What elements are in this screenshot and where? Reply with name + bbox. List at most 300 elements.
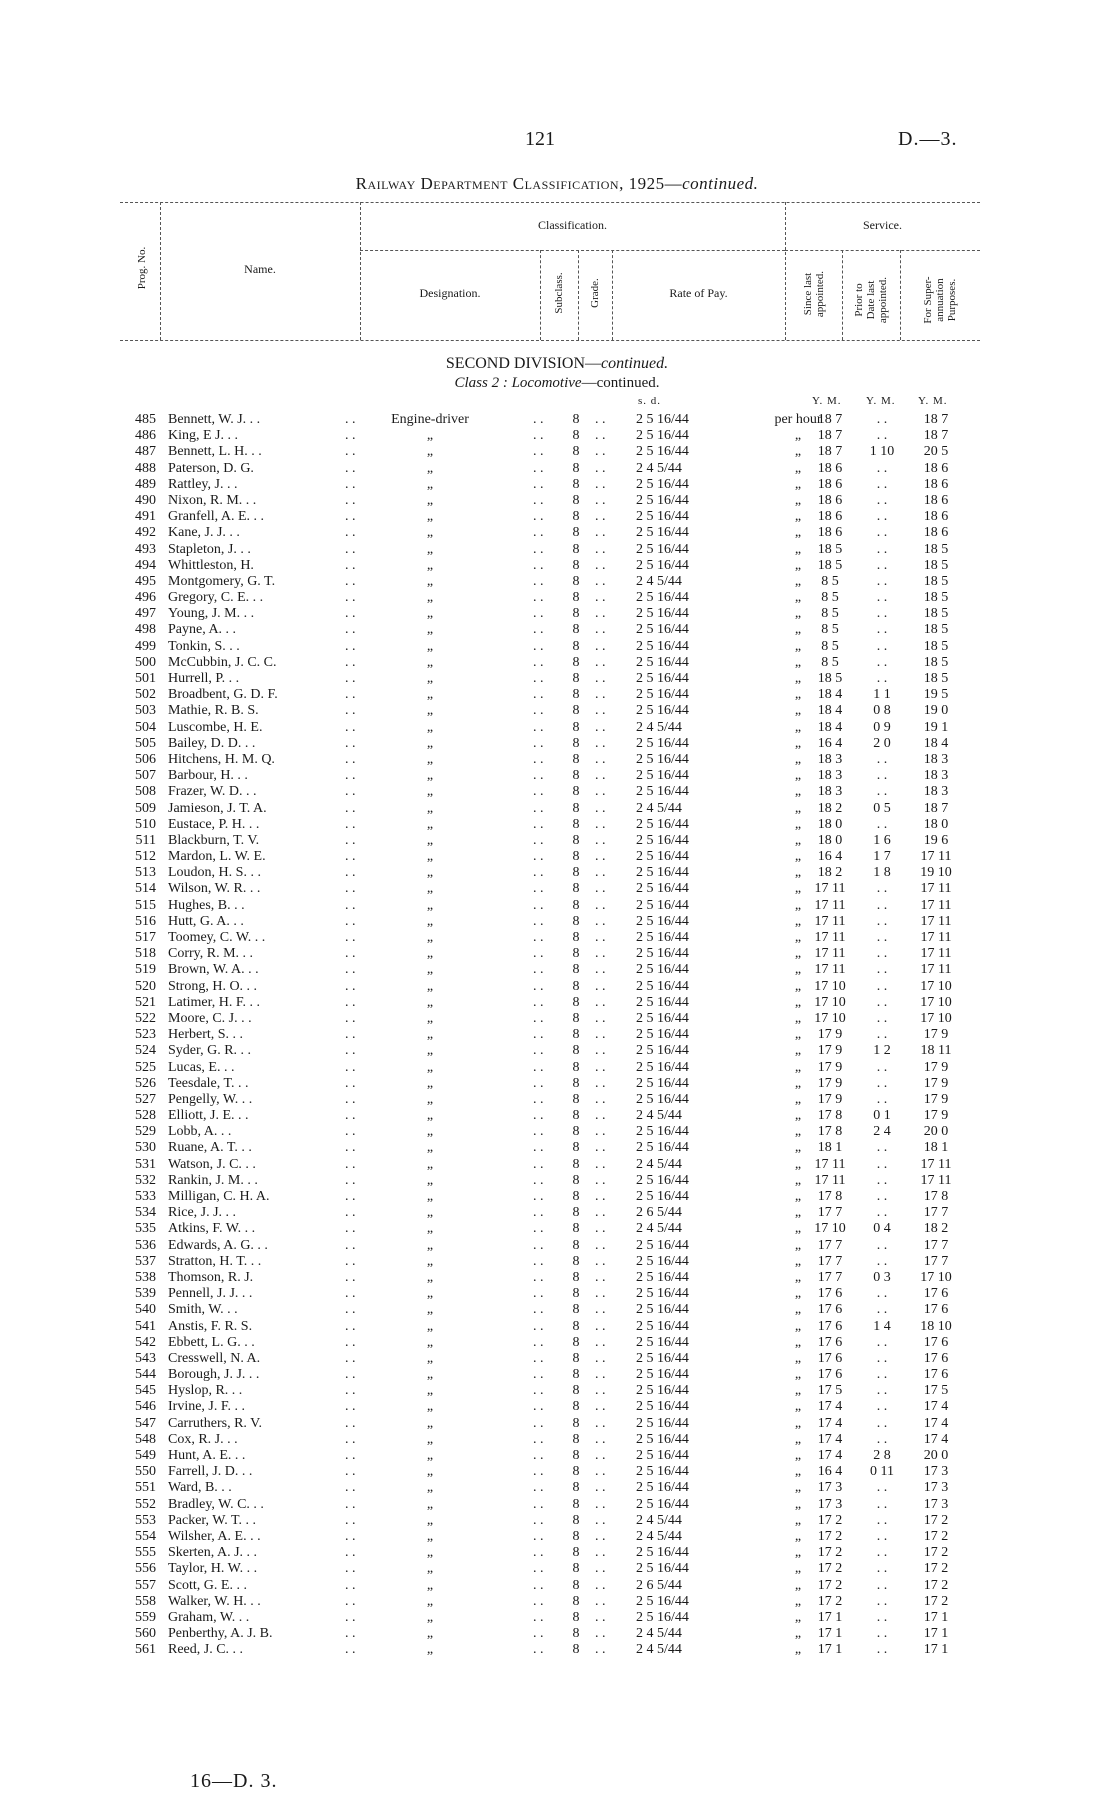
row-name: Smith, W. . . [168,1302,238,1318]
row-designation: „ [426,719,434,735]
row-superannuation: 17 6 [923,1286,949,1302]
row-prior-to-date: . . [876,1528,888,1544]
table-row [0,461,1114,477]
row-since-last: 17 11 [814,897,846,913]
row-filler: . . [345,1140,356,1156]
table-row [0,1432,1114,1448]
row-name: Frazer, W. D. . . [168,784,257,800]
row-superannuation: 17 11 [920,1172,952,1188]
row-subclass: 8 [572,962,580,978]
row-designation: „ [426,1561,434,1577]
row-filler: . . [533,1383,544,1399]
section-title [0,355,1114,373]
row-since-last: 17 8 [817,1124,843,1140]
row-filler: . . [533,1512,544,1528]
row-filler: . . [345,525,356,541]
row-subclass: 8 [572,703,580,719]
row-filler: . . [595,800,606,816]
row-subclass: 8 [572,412,580,427]
row-since-last: 18 5 [817,557,843,573]
row-name: Cresswell, N. A. [168,1350,261,1366]
row-rate-of-pay: 2 5 16/44 [636,1237,689,1253]
since-last-header: Since last appointed. [802,270,826,318]
row-rate-of-pay: 2 4 5/44 [636,719,682,735]
row-rate-of-pay: 2 5 16/44 [636,1609,689,1625]
row-prog-no: 536 [135,1237,156,1253]
row-designation: „ [426,1253,434,1269]
row-prog-no: 533 [135,1189,156,1204]
row-prior-to-date: . . [876,1496,888,1512]
row-subclass: 8 [572,784,580,800]
row-superannuation: 17 4 [923,1399,949,1415]
table-row [0,558,1114,574]
row-filler: . . [533,1253,544,1269]
row-superannuation: 20 0 [923,1448,949,1463]
row-since-last: 17 2 [817,1593,843,1609]
row-prog-no: 535 [135,1221,156,1237]
table-row [0,1399,1114,1415]
classification-header: Classification. [538,218,607,232]
row-filler: . . [595,509,606,525]
row-rate-of-pay: 2 5 16/44 [636,1367,689,1383]
row-designation: „ [426,1302,434,1318]
row-rate-unit: „ [794,1140,802,1156]
row-filler: . . [345,460,356,476]
row-since-last: 8 5 [821,638,839,654]
row-filler: . . [533,1464,544,1480]
row-filler: . . [345,1399,356,1415]
row-since-last: 17 7 [817,1237,843,1253]
row-filler: . . [345,1464,356,1480]
row-filler: . . [345,1496,356,1512]
row-designation: „ [426,832,434,848]
row-rate-of-pay: 2 5 16/44 [636,590,689,606]
row-prog-no: 485 [135,412,156,427]
row-filler: . . [533,1577,544,1593]
row-name: Wilson, W. R. . . [168,881,261,897]
row-filler: . . [345,1383,356,1399]
row-rate-of-pay: 2 5 16/44 [636,1043,689,1059]
row-prog-no: 510 [135,816,156,832]
row-name: Carruthers, R. V. [168,1415,262,1431]
row-filler: . . [345,428,356,444]
row-prior-to-date: . . [876,1140,888,1156]
row-superannuation: 18 6 [923,492,949,508]
row-superannuation: 18 0 [923,816,949,832]
row-superannuation: 17 4 [923,1415,949,1431]
row-prog-no: 519 [135,962,156,978]
row-filler: . . [533,849,544,865]
row-subclass: 8 [572,1027,580,1043]
row-rate-unit: „ [794,1027,802,1043]
row-prior-to-date: . . [876,1075,888,1091]
row-rate-unit: „ [794,1545,802,1561]
row-name: Jamieson, J. T. A. [168,800,267,816]
row-prog-no: 557 [135,1577,156,1593]
row-filler: . . [533,816,544,832]
row-since-last: 18 6 [817,525,843,541]
row-since-last: 17 2 [817,1528,843,1544]
row-superannuation: 17 2 [923,1593,949,1609]
row-superannuation: 17 10 [920,978,952,994]
row-rate-of-pay: 2 5 16/44 [636,1334,689,1350]
table-row [0,898,1114,914]
title-main: Railway Department Classification, 1925— [355,174,683,193]
row-superannuation: 18 6 [923,525,949,541]
row-rate-of-pay: 2 5 16/44 [636,1286,689,1302]
row-filler: . . [595,1108,606,1124]
row-filler: . . [345,671,356,686]
row-designation: „ [426,638,434,654]
row-filler: . . [533,654,544,670]
section-title-continued: continued. [601,355,669,372]
table-row [0,1238,1114,1254]
row-name: Irvine, J. F. . . [168,1399,246,1415]
row-subclass: 8 [572,428,580,444]
row-superannuation: 17 11 [920,946,952,962]
row-rate-unit: „ [794,1172,802,1188]
row-filler: . . [533,1399,544,1415]
row-superannuation: 17 4 [923,1431,949,1447]
row-rate-unit: „ [794,622,802,638]
row-filler: . . [533,509,544,525]
row-filler: . . [533,1496,544,1512]
row-filler: . . [345,1318,356,1334]
row-since-last: 17 11 [814,930,846,945]
row-designation: „ [426,1383,434,1399]
row-name: Latimer, H. F. . . [168,994,261,1010]
row-prog-no: 534 [135,1205,156,1221]
row-superannuation: 20 5 [923,444,949,460]
table-row [0,639,1114,655]
row-name: Rice, J. J. . . [168,1205,237,1221]
row-prior-to-date: . . [876,1059,888,1075]
row-prog-no: 541 [135,1318,156,1334]
row-rate-of-pay: 2 5 16/44 [636,751,689,767]
row-filler: . . [533,1334,544,1350]
row-superannuation: 17 11 [920,913,952,929]
row-filler: . . [533,1561,544,1577]
row-name: Pengelly, W. . . [168,1091,253,1107]
row-filler: . . [533,735,544,751]
row-since-last: 17 3 [817,1496,843,1512]
row-superannuation: 17 2 [923,1512,949,1528]
row-rate-of-pay: 2 5 16/44 [636,1350,689,1366]
row-filler: . . [345,1108,356,1124]
row-filler: . . [345,1609,356,1625]
row-superannuation: 17 1 [923,1642,949,1658]
row-prog-no: 523 [135,1027,156,1043]
row-since-last: 17 11 [814,1172,846,1188]
row-subclass: 8 [572,930,580,945]
row-since-last: 17 8 [817,1189,843,1204]
row-filler: . . [595,703,606,719]
row-designation: „ [426,849,434,865]
table-row [0,801,1114,817]
row-designation: „ [426,1124,434,1140]
row-filler: . . [595,1302,606,1318]
row-designation: „ [426,1269,434,1285]
row-prog-no: 560 [135,1626,156,1642]
row-filler: . . [595,557,606,573]
row-superannuation: 17 6 [923,1302,949,1318]
row-prog-no: 540 [135,1302,156,1318]
row-filler: . . [595,1545,606,1561]
row-prior-to-date: . . [876,1642,888,1658]
row-rate-unit: „ [794,897,802,913]
row-rate-of-pay: 2 5 16/44 [636,1302,689,1318]
row-subclass: 8 [572,816,580,832]
row-filler: . . [533,1448,544,1463]
row-prior-to-date: . . [876,1350,888,1366]
row-superannuation: 17 7 [923,1253,949,1269]
row-since-last: 18 0 [817,832,843,848]
row-filler: . . [533,800,544,816]
row-filler: . . [345,1415,356,1431]
row-rate-unit: „ [794,1205,802,1221]
row-since-last: 17 10 [814,994,846,1010]
row-rate-of-pay: 2 4 5/44 [636,460,682,476]
row-subclass: 8 [572,1010,580,1026]
row-subclass: 8 [572,800,580,816]
row-designation: „ [426,784,434,800]
row-superannuation: 18 5 [923,541,949,557]
row-rate-unit: „ [794,913,802,929]
row-filler: . . [533,1059,544,1075]
row-name: Anstis, F. R. S. [168,1318,253,1334]
row-rate-of-pay: 2 4 5/44 [636,1156,682,1172]
row-prog-no: 493 [135,541,156,557]
prog-no-header: Prog. No. [136,246,148,290]
row-prog-no: 494 [135,557,156,573]
row-subclass: 8 [572,1367,580,1383]
row-rate-unit: „ [794,1464,802,1480]
row-since-last: 17 9 [817,1075,843,1091]
row-filler: . . [345,687,356,703]
row-subclass: 8 [572,1464,580,1480]
row-subclass: 8 [572,1318,580,1334]
table-row [0,1335,1114,1351]
row-rate-unit: „ [794,1512,802,1528]
row-since-last: 17 7 [817,1253,843,1269]
table-row [0,1578,1114,1594]
row-rate-of-pay: 2 4 5/44 [636,1221,682,1237]
row-rate-unit: „ [794,751,802,767]
table-row [0,1351,1114,1367]
row-since-last: 17 7 [817,1269,843,1285]
row-rate-unit: „ [794,1626,802,1642]
row-name: Bailey, D. D. . . [168,735,256,751]
row-designation: „ [426,606,434,622]
row-designation: „ [426,946,434,962]
row-filler: . . [533,1642,544,1658]
document-reference: D.—3. [898,128,958,150]
row-rate-of-pay: 2 5 16/44 [636,444,689,460]
row-name: Paterson, D. G. [168,460,254,476]
row-superannuation: 18 3 [923,768,949,784]
row-rate-unit: „ [794,1286,802,1302]
row-filler: . . [595,1350,606,1366]
row-filler: . . [595,978,606,994]
row-designation: „ [426,460,434,476]
row-since-last: 17 11 [814,881,846,897]
row-rate-unit: „ [794,1415,802,1431]
row-subclass: 8 [572,622,580,638]
row-subclass: 8 [572,1545,580,1561]
row-designation: „ [426,1528,434,1544]
row-name: Moore, C. J. . . [168,1010,252,1026]
row-filler: . . [595,1609,606,1625]
row-rate-unit: „ [794,1124,802,1140]
row-subclass: 8 [572,1415,580,1431]
row-prog-no: 502 [135,687,156,703]
section-title-main: SECOND DIVISION— [445,355,601,372]
row-designation: „ [426,1027,434,1043]
row-rate-unit: „ [794,444,802,460]
row-filler: . . [345,1237,356,1253]
row-rate-of-pay: 2 5 16/44 [636,849,689,865]
row-subclass: 8 [572,1043,580,1059]
row-filler: . . [595,719,606,735]
row-designation: „ [426,1010,434,1026]
class-name: Locomotive [511,375,582,391]
row-filler: . . [345,557,356,573]
row-since-last: 17 9 [817,1043,843,1059]
row-filler: . . [345,492,356,508]
row-designation: „ [426,816,434,832]
row-filler: . . [533,622,544,638]
row-superannuation: 18 11 [920,1043,952,1059]
row-filler: . . [345,1561,356,1577]
row-filler: . . [595,1075,606,1091]
row-name: Taylor, H. W. . . [168,1561,258,1577]
row-filler: . . [345,816,356,832]
row-since-last: 18 1 [817,1140,843,1156]
row-rate-of-pay: 2 5 16/44 [636,1415,689,1431]
row-name: Kane, J. J. . . [168,525,240,541]
row-prog-no: 498 [135,622,156,638]
row-rate-unit: „ [794,1593,802,1609]
row-filler: . . [533,703,544,719]
row-subclass: 8 [572,1124,580,1140]
row-rate-unit: „ [794,509,802,525]
row-name: Cox, R. J. . . [168,1431,238,1447]
row-since-last: 16 4 [817,849,843,865]
units-ym-prior: Y. M. [866,395,896,407]
row-name: Ward, B. . . [168,1480,232,1496]
row-prog-no: 525 [135,1059,156,1075]
row-designation: „ [426,1075,434,1091]
superannuation-header: For Super- annuation Purposes. [922,276,958,324]
row-filler: . . [595,525,606,541]
row-name: Lobb, A. . . [168,1124,232,1140]
row-rate-of-pay: 2 5 16/44 [636,606,689,622]
row-rate-unit: „ [794,978,802,994]
row-prog-no: 556 [135,1561,156,1577]
row-rate-unit: „ [794,849,802,865]
row-designation: „ [426,1577,434,1593]
row-filler: . . [595,1334,606,1350]
row-filler: . . [345,606,356,622]
row-rate-unit: „ [794,525,802,541]
table-row [0,768,1114,784]
units-ym-super: Y. M. [918,395,948,407]
row-subclass: 8 [572,638,580,654]
row-prog-no: 543 [135,1350,156,1366]
row-name: Brown, W. A. . . [168,962,259,978]
row-prog-no: 488 [135,460,156,476]
row-subclass: 8 [572,832,580,848]
row-name: Scott, G. E. . . [168,1577,247,1593]
table-row [0,477,1114,493]
row-prior-to-date: . . [876,654,888,670]
row-filler: . . [345,994,356,1010]
row-filler: . . [595,476,606,492]
row-filler: . . [345,784,356,800]
row-prior-to-date: . . [876,541,888,557]
row-name: Ruane, A. T. . . [168,1140,252,1156]
row-designation: „ [426,1431,434,1447]
row-subclass: 8 [572,1528,580,1544]
row-name: Borough, J. J. . . [168,1367,260,1383]
row-filler: . . [595,492,606,508]
row-since-last: 17 1 [817,1642,843,1658]
row-superannuation: 17 10 [920,1010,952,1026]
row-designation: „ [426,428,434,444]
row-designation: „ [426,735,434,751]
row-filler: . . [345,1205,356,1221]
row-filler: . . [533,1189,544,1204]
row-prior-to-date: . . [876,492,888,508]
row-filler: . . [595,865,606,881]
row-since-last: 18 2 [817,865,843,881]
row-prog-no: 516 [135,913,156,929]
row-filler: . . [595,1043,606,1059]
row-designation: „ [426,962,434,978]
table-row [0,752,1114,768]
row-prior-to-date: 2 4 [873,1124,891,1140]
table-row [0,1319,1114,1335]
row-rate-unit: „ [794,1431,802,1447]
row-rate-unit: „ [794,606,802,622]
row-superannuation: 17 11 [920,1156,952,1172]
row-filler: . . [595,768,606,784]
row-filler: . . [345,573,356,589]
row-subclass: 8 [572,1399,580,1415]
row-name: Bennett, W. J. . . [168,412,261,427]
row-filler: . . [345,881,356,897]
row-name: Teesdale, T. . . [168,1075,249,1091]
page-number: 121 [525,128,555,150]
row-prior-to-date: . . [876,768,888,784]
row-prog-no: 512 [135,849,156,865]
row-prior-to-date: . . [876,816,888,832]
row-name: Syder, G. R. . . [168,1043,252,1059]
row-designation: „ [426,590,434,606]
row-filler: . . [533,573,544,589]
row-prior-to-date: . . [876,1367,888,1383]
row-since-last: 17 7 [817,1205,843,1221]
table-row [0,655,1114,671]
row-name: Hughes, B. . . [168,897,245,913]
row-superannuation: 17 11 [920,849,952,865]
row-rate-unit: „ [794,946,802,962]
row-subclass: 8 [572,1383,580,1399]
row-name: Ebbett, L. G. . . [168,1334,255,1350]
row-rate-of-pay: 2 5 16/44 [636,946,689,962]
row-superannuation: 18 4 [923,735,949,751]
row-superannuation: 17 11 [920,930,952,945]
